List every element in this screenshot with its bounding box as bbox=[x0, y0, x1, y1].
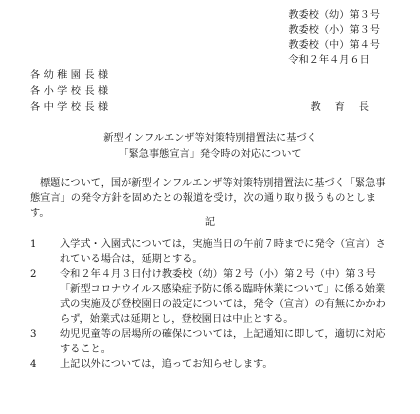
addressee-elementary: 各小学校長様 bbox=[30, 86, 112, 97]
item-number: 3 bbox=[30, 329, 37, 340]
document-date: 令和２年４月６日 bbox=[288, 55, 370, 66]
list-item bbox=[30, 267, 392, 327]
reference-number-kindergarten: 教委校（幼）第３号 bbox=[288, 10, 380, 21]
list-item bbox=[30, 327, 392, 357]
title-line-1: 新型インフルエンザ等対策特別措置法に基づく bbox=[103, 133, 317, 144]
item-text: 入学式・入園式については，実施当日の午前７時までに発令（宣言）されている場合は，延期とする。 bbox=[60, 239, 386, 265]
addressee-block bbox=[30, 68, 112, 116]
addressee-junior-high: 各中学校長様 bbox=[30, 102, 112, 113]
item-text: 上記以外については，追ってお知らせします。 bbox=[60, 359, 273, 370]
document-reference-block bbox=[288, 8, 380, 68]
sender-name: 教育長 bbox=[310, 102, 383, 113]
ki-heading: 記 bbox=[204, 217, 216, 228]
item-number: 1 bbox=[30, 239, 37, 250]
item-list bbox=[30, 237, 392, 372]
list-item bbox=[30, 237, 392, 267]
reference-number-elementary: 教委校（小）第３号 bbox=[288, 25, 380, 36]
addressee-kindergarten: 各幼稚園長様 bbox=[30, 70, 112, 81]
item-number: 4 bbox=[30, 359, 37, 370]
document-title bbox=[0, 131, 420, 163]
item-text: 幼児児童等の居場所の確保については，上記通知に即して，適切に対応すること。 bbox=[60, 329, 386, 355]
reference-number-junior-high: 教委校（中）第４号 bbox=[288, 40, 380, 51]
list-item bbox=[30, 357, 392, 372]
title-line-2: 「緊急事態宣言」発令時の対応について bbox=[118, 149, 302, 160]
item-text: 令和２年４月３日付け教委校（幼）第２号（小）第２号（中）第３号「新型コロナウイルス感染症予防に係る臨時休業について」に係る始業式の実施及び登校園日の設定については，発令（宣言）の有無にかかわらず，始業式は延期とし，登校園日は中止とする。 bbox=[60, 269, 386, 325]
item-number: 2 bbox=[30, 269, 37, 280]
body-paragraph: 標題について，国が新型インフルエンザ等対策特別措置法に基づく「緊急事態宣言」の発令方針を固めたとの報道を受け，次の通り取り扱うものとします。 bbox=[30, 178, 386, 219]
